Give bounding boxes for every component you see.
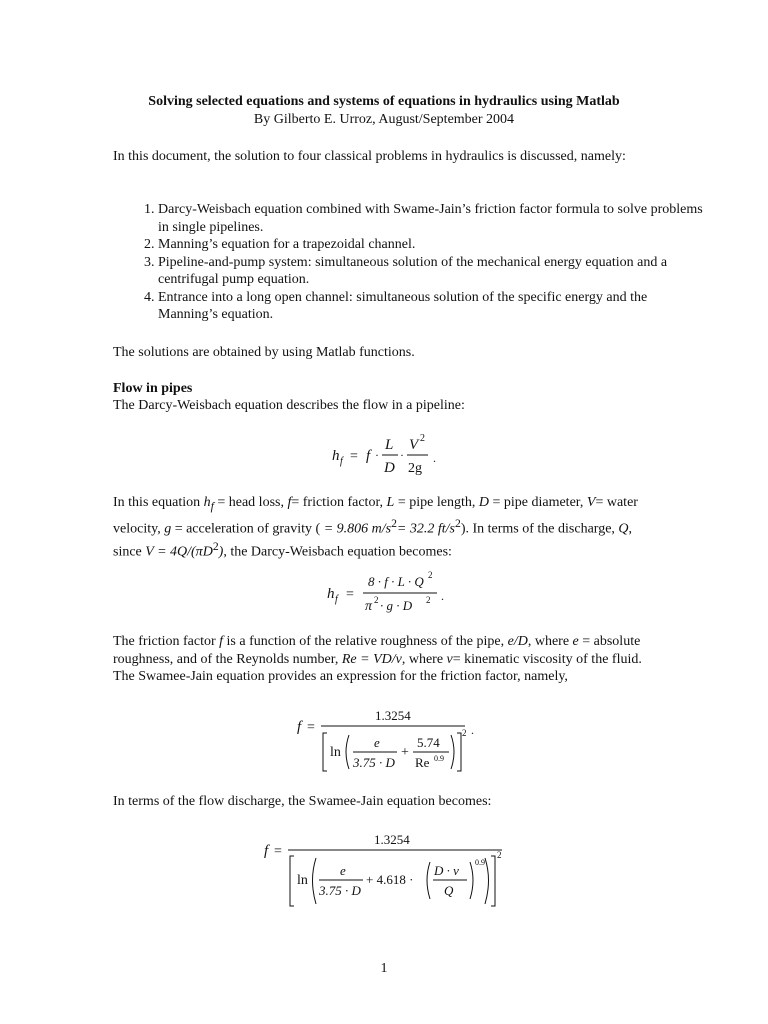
eq-plus: + [401, 745, 409, 760]
text-run: , where [527, 634, 573, 649]
right-paren [485, 858, 489, 904]
eq-symbol: f [366, 448, 371, 464]
text-run: = kinematic viscosity of the fluid. The Swamee-Jain equation provides an expression for the friction factor, namely, [113, 651, 642, 684]
eq-equals: = [346, 587, 354, 602]
darcy-intro-paragraph: The Darcy-Weisbach equation describes the flow in a pipeline: [113, 398, 465, 413]
right-paren [451, 735, 454, 769]
symbol: f [287, 495, 292, 510]
eq-constant: 5.74 [417, 735, 440, 750]
eq-exponent: 2 [426, 595, 431, 605]
list-item: 1. Darcy-Weisbach equation combined with Swame-Jain’s friction factor formula to solve problems in single pipelines. [158, 201, 703, 236]
right-bracket [491, 856, 495, 906]
text-run: = pipe diameter, [488, 495, 587, 510]
list-item: 3. Pipeline-and-pump system: simultaneous solution of the mechanical energy equation and a centrifugal pump equation. [158, 254, 703, 289]
eq-symbol: L [385, 437, 394, 453]
symbol: V [586, 495, 596, 510]
intro-paragraph: In this document, the solution to four classical problems in hydraulics is discussed, namely: [113, 149, 626, 164]
value: = 9.806 m/s [323, 521, 392, 537]
eq-equals: = [274, 844, 282, 859]
eq-numerator: 1.3254 [374, 832, 410, 847]
text-run: In this equation [113, 495, 204, 510]
eq-denominator: · g · D [380, 598, 413, 613]
variables-paragraph [113, 494, 658, 562]
eq-exponent: 0.9 [475, 858, 485, 867]
expression: V = 4Q/(πD [145, 545, 213, 561]
eq-subscript: f [335, 594, 338, 605]
eq-exponent: 2 [428, 570, 433, 580]
superscript: 2 [391, 517, 397, 531]
eq-denominator: Q [444, 883, 454, 898]
eq-symbol: h [332, 448, 340, 464]
eq-denominator: 3.75 · D [353, 755, 395, 770]
darcy-weisbach-equation [330, 430, 450, 480]
text-run: = water velocity, [113, 495, 638, 537]
eq-function: ln [330, 745, 341, 760]
value: = 32.2 ft/s [396, 521, 455, 537]
text-run: = pipe length, [394, 495, 479, 510]
eq-numerator: D · ν [434, 863, 459, 878]
eq-function: ln [297, 873, 308, 888]
text-run: = friction factor, [291, 495, 387, 510]
darcy-discharge-equation [325, 568, 455, 618]
eq-symbol: e [340, 863, 346, 878]
eq-exponent: 2 [497, 850, 502, 860]
text-run: = absolute roughness, and of the Reynolds number, [113, 634, 641, 667]
text-run: , the Darcy-Weisbach equation becomes: [223, 545, 452, 561]
eq-subscript: f [340, 456, 343, 467]
symbol: Q [618, 521, 629, 537]
symbol: L [386, 495, 395, 510]
text-run: ). In terms of the discharge, [460, 521, 619, 537]
inner-right-paren [470, 862, 473, 899]
eq-denominator: 3.75 · D [319, 883, 361, 898]
eq-symbol: e [374, 735, 380, 750]
list-item: 2. Manning’s equation for a trapezoidal channel. [158, 236, 703, 254]
eq-dot: · [375, 448, 379, 462]
text-run: = acceleration of gravity ( [171, 521, 324, 537]
left-bracket [323, 733, 327, 771]
symbol-subscript: f [210, 499, 214, 513]
eq-symbol: f [297, 719, 302, 735]
expression: Re = VD/ν [341, 651, 402, 667]
eq-symbol: h [327, 586, 335, 602]
document-byline: By Gilberto E. Urroz, August/September 2004 [253, 112, 515, 127]
eq-equals: = [307, 720, 315, 735]
symbol: g [164, 521, 172, 537]
eq-operator: + 4.618 · [366, 872, 414, 887]
eq-period: . [471, 723, 474, 737]
eq-exponent: 2 [462, 728, 467, 738]
eq-symbol: V [409, 437, 419, 453]
symbol: D [478, 495, 489, 510]
inner-left-paren [427, 862, 430, 899]
symbol: ν [446, 651, 453, 667]
friction-paragraph [113, 633, 658, 686]
symbol: f [219, 634, 224, 649]
text-run: is a function of the relative roughness of the pipe, [223, 634, 508, 649]
left-bracket [290, 856, 294, 906]
superscript: 2 [455, 517, 461, 531]
discharge-paragraph: In terms of the flow discharge, the Swamee-Jain equation becomes: [113, 794, 492, 809]
eq-symbol: D [384, 460, 395, 476]
eq-numerator: 8 · f · L · Q [368, 574, 424, 589]
text-run: , since [113, 521, 633, 561]
eq-exponent: 0.9 [434, 754, 444, 763]
eq-symbol: Re [415, 755, 430, 770]
symbol: e [572, 634, 579, 649]
symbol: h [203, 495, 211, 510]
text-run: , where [401, 651, 447, 667]
eq-denominator: π [365, 599, 373, 614]
eq-exponent: 2 [374, 595, 379, 605]
eq-period: . [441, 589, 444, 603]
text-run: The friction factor [113, 634, 220, 649]
left-paren [313, 858, 317, 904]
solutions-paragraph: The solutions are obtained by using Matlab functions. [113, 345, 415, 360]
list-item: 4. Entrance into a long open channel: simultaneous solution of the specific energy and the Manning’s equation. [158, 289, 703, 324]
document-title: Solving selected equations and systems of equations in hydraulics using Matlab [148, 94, 620, 109]
section-heading: Flow in pipes [113, 381, 193, 396]
eq-equals: = [350, 449, 358, 464]
expression: ) [218, 545, 224, 561]
eq-exponent: 2 [420, 433, 425, 444]
eq-period: . [433, 451, 436, 465]
eq-dot: · [400, 448, 404, 462]
eq-denominator: 2g [408, 461, 422, 476]
right-bracket [457, 733, 461, 771]
superscript: 2 [212, 540, 219, 554]
eq-numerator: 1.3254 [375, 708, 411, 723]
symbol: e/D [507, 634, 528, 649]
swamee-jain-discharge-equation [262, 828, 512, 910]
left-paren [346, 735, 349, 769]
page-number: 1 [380, 961, 388, 976]
problem-list [113, 201, 703, 324]
text-run: = head loss, [213, 495, 288, 510]
swamee-jain-equation [295, 704, 485, 776]
eq-symbol: f [264, 843, 269, 859]
